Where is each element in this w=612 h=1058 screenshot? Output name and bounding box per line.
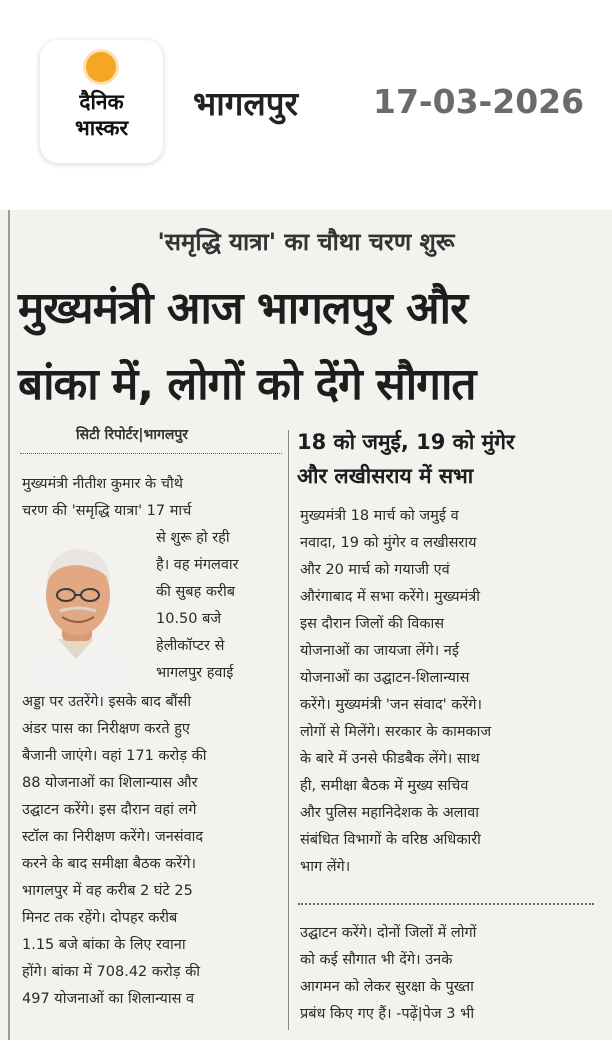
edition-city[interactable]: भागलपुर bbox=[193, 84, 298, 123]
continuation-line: को कई सौगात भी देंगे। उनके bbox=[300, 952, 453, 968]
right-column-line: लोगों से मिलेंगे। सरकार के कामकाज bbox=[300, 724, 492, 740]
right-column-line: औरंगाबाद में सभा करेंगे। मुख्यमंत्री bbox=[300, 589, 480, 605]
chief-minister-photo bbox=[22, 535, 130, 695]
left-column-line: से शुरू हो रही bbox=[156, 530, 230, 546]
right-column-line: संबंधित विभागों के वरिष्ठ अधिकारी bbox=[300, 832, 481, 848]
left-column-line: 1.15 बजे बांका के लिए रवाना bbox=[22, 937, 186, 953]
left-column-line: स्टॉल का निरीक्षण करेंगे। जनसंवाद bbox=[22, 829, 204, 845]
right-column-line: करेंगे। मुख्यमंत्री 'जन संवाद' करेंगे। bbox=[300, 697, 482, 713]
right-column-line: मुख्यमंत्री 18 मार्च को जमुई व bbox=[300, 508, 459, 524]
section-divider bbox=[298, 903, 594, 905]
subheadline-line-2: और लखीसराय में सभा bbox=[297, 464, 474, 488]
left-column-line: मिनट तक रहेंगे। दोपहर करीब bbox=[22, 910, 178, 926]
clipping-edge-line bbox=[8, 210, 10, 1040]
left-column-line: करने के बाद समीक्षा बैठक करेंगे। bbox=[22, 856, 196, 872]
left-column-line: बैजानी जाएंगे। वहां 171 करोड़ की bbox=[22, 748, 207, 764]
continuation-line: प्रबंध किए गए हैं। -पढ़ें|पेज 3 भी bbox=[300, 1006, 475, 1022]
right-column-line: नवादा, 19 को मुंगेर व लखीसराय bbox=[300, 535, 477, 551]
left-column-line: उद्घाटन करेंगे। इस दौरान वहां लगे bbox=[22, 802, 197, 818]
left-column-line: 10.50 बजे bbox=[156, 611, 222, 627]
right-column-line: भाग लेंगे। bbox=[300, 859, 351, 875]
headline-line-1: मुख्यमंत्री आज भागलपुर और bbox=[18, 283, 468, 334]
continuation-line: आगमन को लेकर सुरक्षा के पुख्ता bbox=[300, 979, 474, 995]
right-column-line: ही, समीक्षा बैठक में मुख्य सचिव bbox=[300, 778, 469, 794]
continuation-line: उद्घाटन करेंगे। दोनों जिलों में लोगों bbox=[300, 925, 477, 941]
headline-line-2: बांका में, लोगों को देंगे सौगात bbox=[18, 359, 476, 410]
left-column-line: है। वह मंगलवार bbox=[156, 557, 239, 573]
left-column-line: 88 योजनाओं का शिलान्यास और bbox=[22, 775, 198, 791]
left-column-line: मुख्यमंत्री नीतीश कुमार के चौथे bbox=[22, 476, 183, 492]
dainik-bhaskar-logo[interactable] bbox=[40, 40, 163, 163]
logo-line-2: भास्कर bbox=[74, 116, 129, 140]
left-column-line: चरण की 'समृद्धि यात्रा' 17 मार्च bbox=[22, 503, 192, 519]
right-column-line: के बारे में उनसे फीडबैक लेंगे। साथ bbox=[300, 751, 480, 767]
byline: सिटी रिपोर्टर|भागलपुर bbox=[76, 427, 188, 443]
bottom-margin bbox=[0, 1040, 612, 1058]
left-column-line: होंगे। बांका में 708.42 करोड़ की bbox=[22, 964, 200, 980]
right-column-line: योजनाओं का उद्घाटन-शिलान्यास bbox=[300, 670, 470, 686]
left-column-line: हेलीकॉप्टर से bbox=[156, 638, 225, 654]
right-column-line: और पुलिस महानिदेशक के अलावा bbox=[300, 805, 480, 821]
sun-icon bbox=[86, 52, 116, 82]
logo-line-1: दैनिक bbox=[79, 90, 124, 114]
edition-date[interactable]: 17-03-2026 bbox=[373, 82, 585, 121]
article-kicker: 'समृद्धि यात्रा' का चौथा चरण शुरू bbox=[157, 228, 455, 256]
column-divider bbox=[288, 430, 289, 1030]
left-column-line: अंडर पास का निरीक्षण करते हुए bbox=[22, 721, 190, 737]
byline-divider bbox=[20, 453, 282, 454]
right-column-line: योजनाओं का जायजा लेंगे। नई bbox=[300, 643, 459, 659]
portrait-image bbox=[22, 535, 130, 695]
left-column-line: 497 योजनाओं का शिलान्यास व bbox=[22, 991, 195, 1007]
left-column-line: भागलपुर हवाई bbox=[156, 665, 234, 681]
left-column-line: की सुबह करीब bbox=[156, 584, 235, 600]
subheadline-line-1: 18 को जमुई, 19 को मुंगेर bbox=[297, 430, 515, 454]
right-column-line: इस दौरान जिलों की विकास bbox=[300, 616, 445, 632]
left-column-line: भागलपुर में वह करीब 2 घंटे 25 bbox=[22, 883, 193, 899]
right-column-line: और 20 मार्च को गयाजी एवं bbox=[300, 562, 450, 578]
left-column-line: अड्डा पर उतरेंगे। इसके बाद बौंसी bbox=[22, 694, 192, 710]
